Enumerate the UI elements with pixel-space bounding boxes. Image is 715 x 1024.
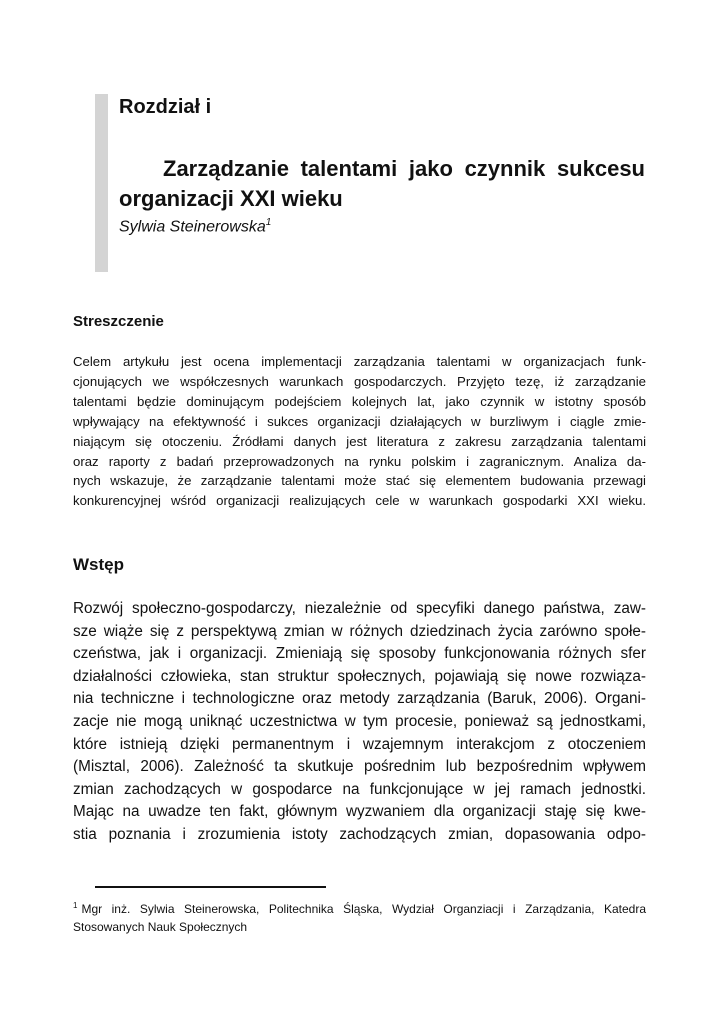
- abstract-line: cjonujących we współczesnych warunkach gospodarczych. Przyjęto tezę, iż zarządzanie: [73, 373, 646, 389]
- intro-line: Mając na uwadze ten fakt, głównym wyzwaniem dla organizacji staję się kwe-: [73, 803, 646, 821]
- intro-line: działalności człowieka, stan struktur społecznych, pojawiają się nowe rozwiąza-: [73, 667, 646, 685]
- footnote-text-1: Mgr inż. Sylwia Steinerowska, Politechnika Śląska, Wydział Organziacji i Zarządzania, Katedra: [81, 902, 646, 916]
- abstract-heading: Streszczenie: [73, 313, 164, 330]
- abstract-paragraph: [73, 352, 646, 511]
- intro-line: Rozwój społeczno-gospodarczy, niezależnie od specyfiki danego państwa, zaw-: [73, 600, 646, 617]
- chapter-title: [119, 154, 645, 214]
- abstract-line: nych wskazuje, że zarządzanie talentami może stać się elementem budowania przewagi: [73, 473, 646, 489]
- intro-line: zacje nie mogą uniknąć uczestnictwa w tym procesie, ponieważ są jednostkami,: [73, 712, 646, 730]
- abstract-line: konkurencyjnej wśród organizacji realizujących cele w warunkach gospodarki XXI wieku.: [73, 493, 646, 509]
- author-footnote-mark: 1: [265, 217, 272, 228]
- chapter-label: Rozdział i: [119, 96, 212, 118]
- intro-line: stia poznania i zrozumienia istoty zachodzących zmian, dopasowania odpo-: [73, 825, 646, 843]
- abstract-line: wpływający na efektywność i sukces organizacji działających w burzliwym i ciągle zmie-: [73, 413, 646, 429]
- abstract-line: oraz raporty z badań przeprowadzonych na rynku polskim i zagranicznym. Analiza da-: [73, 453, 646, 469]
- intro-line: które istnieją dzięki permanentnym i wzajemnym interakcjom z otoczeniem: [73, 735, 646, 753]
- intro-line: nia techniczne i technologiczne oraz metody zarządzania (Baruk, 2006). Organi-: [73, 690, 646, 708]
- chapter-title-line-2: organizacji XXI wieku: [119, 186, 343, 211]
- intro-line: zmian zachodzących w gospodarce na funkcjonujące w jej ramach jednostki.: [73, 780, 646, 798]
- footnote-line-2: Stosowanych Nauk Społecznych: [73, 920, 248, 934]
- intro-paragraph: [73, 598, 646, 847]
- intro-line: sze wiąże się z perspektywą zmian w różnych dziedzinach życia zarówno społe-: [73, 622, 646, 640]
- intro-line: czeństwa, jak i organizacji. Zmieniają się sposoby funkcjonowania różnych sfer: [73, 645, 646, 663]
- abstract-line: Celem artykułu jest ocena implementacji zarządzania talentami w organizacjach funk-: [73, 354, 646, 369]
- intro-line: (Misztal, 2006). Zależność ta skutkuje pośrednim lub bezpośrednim wpływem: [73, 758, 646, 776]
- intro-heading: Wstęp: [73, 555, 124, 574]
- abstract-line: niającym się otoczeniu. Źródłami danych jest literatura z zakresu zarządzania talentami: [73, 433, 646, 449]
- abstract-line: talentami będzie dominującym podejściem kolejnych lat, jako czynnik w istotny sposób: [73, 393, 646, 409]
- chapter-title-line-1: Zarządzanie talentami jako czynnik sukcesu: [163, 156, 645, 181]
- footnote: [73, 897, 646, 936]
- chapter-side-bar: [95, 94, 108, 272]
- author-text: Sylwia Steinerowska: [119, 218, 266, 236]
- author-name: [119, 217, 271, 236]
- footnote-separator: [95, 886, 326, 888]
- footnote-mark: 1: [73, 901, 78, 910]
- footnote-line-1: [73, 897, 646, 918]
